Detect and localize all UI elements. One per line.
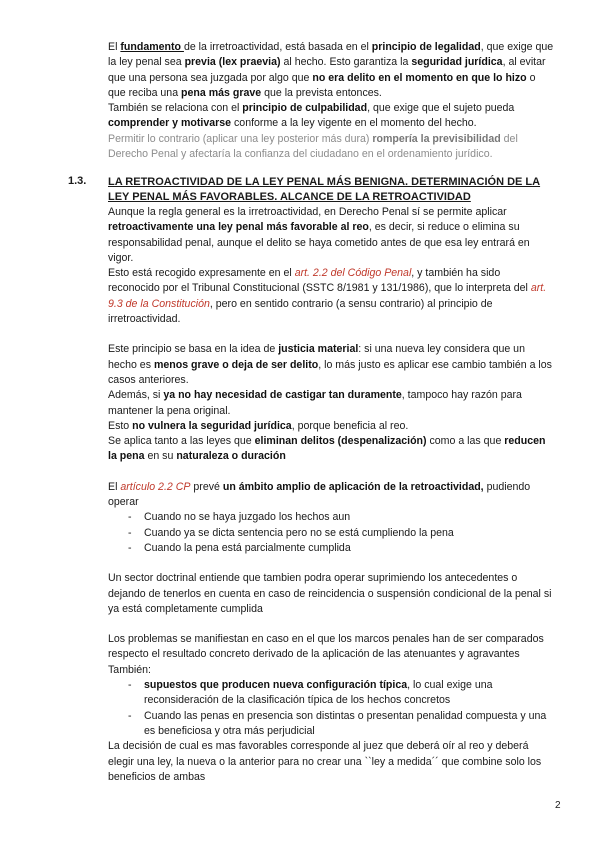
list-item: - Cuando ya se dicta sentencia pero no se está cumpliendo la pena [108, 526, 554, 541]
paragraph-no-vulnera [108, 419, 554, 434]
text: de la irretroactividad, está basada en el [183, 41, 372, 53]
paragraph-se-aplica [108, 434, 554, 465]
page-number: 2 [555, 800, 561, 811]
list-item: - Cuando no se haya juzgado los hechos aun [108, 510, 554, 525]
paragraph-codigo-penal [108, 266, 554, 327]
bold-text: naturaleza o duración [176, 450, 286, 463]
paragraph-fundamento [108, 40, 554, 101]
bold-text: ya no hay necesidad de castigar tan duramente [163, 389, 402, 402]
cases-list [108, 510, 554, 556]
list-item [108, 678, 554, 709]
text: Además, si [108, 389, 164, 402]
bold-text: pena más grave [181, 86, 262, 99]
text: Este principio se basa en la idea de [108, 343, 279, 356]
text: Esto [108, 419, 133, 432]
text: , lo cual exige una reconsideración de la clasificación típica de los hechos concretos [144, 679, 493, 707]
problems-list [108, 678, 554, 739]
text: al hecho. Esto garantiza la [280, 56, 412, 69]
paragraph-articulo [108, 480, 554, 511]
text: Esto está recogido expresamente en el [108, 267, 295, 280]
text: , pero en sentido contrario (a sensu contrario) al principio de irretroactividad. [108, 297, 493, 326]
bold-underlined-text: fundamento [120, 41, 184, 53]
text: , porque beneficia al reo. [291, 419, 409, 432]
paragraph-sector-doctrinal: Un sector doctrinal entiende que tambien podra operar suprimiendo los antecedentes o dejando de tenerlos en cuenta en caso de reincidencia o suspensión condicional de la penal si ya está completamente cumplida [108, 572, 552, 615]
text: prevé [190, 480, 223, 493]
legal-reference-link[interactable]: art. 9.3 de la Constitución [108, 282, 547, 310]
paragraph-retroactividad [108, 205, 554, 266]
section-number: 1.3. [68, 175, 87, 187]
bold-text: justicia material [278, 343, 359, 356]
bold-text: menos grave o deja de ser delito [153, 358, 319, 371]
text: como a las que [426, 435, 505, 448]
text: o que reciba una [108, 71, 536, 99]
paragraph-tambien: También: [108, 663, 151, 676]
bold-text: eliminan delitos (despenalización) [254, 435, 427, 448]
text: , al evitar que una persona sea juzgada por algo que [108, 56, 546, 84]
text: en su [144, 450, 177, 463]
text: , lo más justo es aplicar ese cambio también a los casos anteriores. [108, 358, 552, 386]
bold-text: un ámbito amplio de aplicación de la retroactividad, [222, 480, 484, 493]
text: El [108, 41, 121, 53]
paragraph-problemas: Los problemas se manifiestan en caso en el que los marcos penales han de ser comparados respecto el resultado concreto derivado de la aplicación de las atenuantes y agravantes [108, 633, 544, 661]
bold-text: retroactivamente una ley penal más favorable al reo [108, 221, 369, 234]
text: que la prevista entonces. [261, 86, 382, 99]
paragraph-decision: La decisión de cual es mas favorables corresponde al juez que deberá oír al reo y deberá elegir una ley, la nueva o la anterior para no crear una ``ley a medida´´ que combine solo los beneficios de ambas [108, 740, 542, 783]
text: También se relaciona con el [108, 102, 243, 115]
legal-reference-link[interactable]: artículo 2.2 CP [120, 480, 191, 493]
bold-text: no era delito en el momento en que lo hizo [312, 71, 527, 84]
text: conforme a la ley vigente en el momento del hecho. [231, 117, 477, 130]
bold-text: previa (lex praevia) [184, 56, 281, 69]
bold-text: rompería la previsibilidad [372, 132, 501, 145]
paragraph-ademas [108, 388, 554, 419]
section-body [108, 205, 554, 785]
text: del Derecho Penal y afectaría la confianza del ciudadano en el ordenamiento jurídico. [108, 132, 518, 161]
text: , que exige que la ley penal sea [108, 41, 554, 69]
bold-text: seguridad jurídica [411, 56, 503, 69]
text: Se aplica tanto a las leyes que [108, 435, 255, 448]
paragraph-previsibilidad [108, 132, 554, 163]
text: , tampoco hay razón para mantener la pena original. [108, 389, 522, 417]
paragraph-justicia [108, 342, 554, 388]
bold-text: reducen la pena [108, 435, 546, 463]
bold-text: comprender y motivarse [108, 117, 232, 130]
paragraph-culpabilidad [108, 101, 554, 132]
intro-block [108, 40, 554, 162]
bold-text: principio de culpabilidad [242, 102, 368, 115]
text: Permitir lo contrario (aplicar una ley posterior más dura) [108, 132, 373, 145]
text: , es decir, si reduce o elimina su responsabilidad penal, aunque el delito se haya cometido antes de que esa ley entrará en vigor. [108, 221, 530, 264]
legal-reference-link[interactable]: art. 2.2 del Código Penal [294, 267, 412, 280]
text: Aunque la regla general es la irretroactividad, en Derecho Penal sí se permite aplicar [108, 206, 507, 218]
bold-text: no vulnera la seguridad jurídica [132, 419, 292, 432]
text: , y también ha sido reconocido por el Tribunal Constitucional (SSTC 8/1981 y 131/1986), que lo interpreta del [108, 267, 531, 295]
text: , que exige que el sujeto pueda [367, 102, 515, 115]
list-item: - Cuando la pena está parcialmente cumplida [108, 541, 554, 556]
list-item: - Cuando las penas en presencia son distintas o presentan penalidad compuesta y una es beneficiosa y otra más perjudicial [108, 709, 554, 740]
text: : si una nueva ley considera que un hecho es [108, 343, 525, 371]
section-title: LA RETROACTIVIDAD DE LA LEY PENAL MÁS BENIGNA. DETERMINACIÓN DE LA LEY PENAL MÁS FAVORABLES. ALCANCE DE LA RETROACTIVIDAD [108, 176, 541, 203]
text: El [108, 480, 121, 493]
bold-text: supuestos que producen nueva configuración típica [144, 679, 408, 692]
text: pudiendo operar [108, 480, 531, 509]
bold-text: principio de legalidad [371, 41, 481, 53]
